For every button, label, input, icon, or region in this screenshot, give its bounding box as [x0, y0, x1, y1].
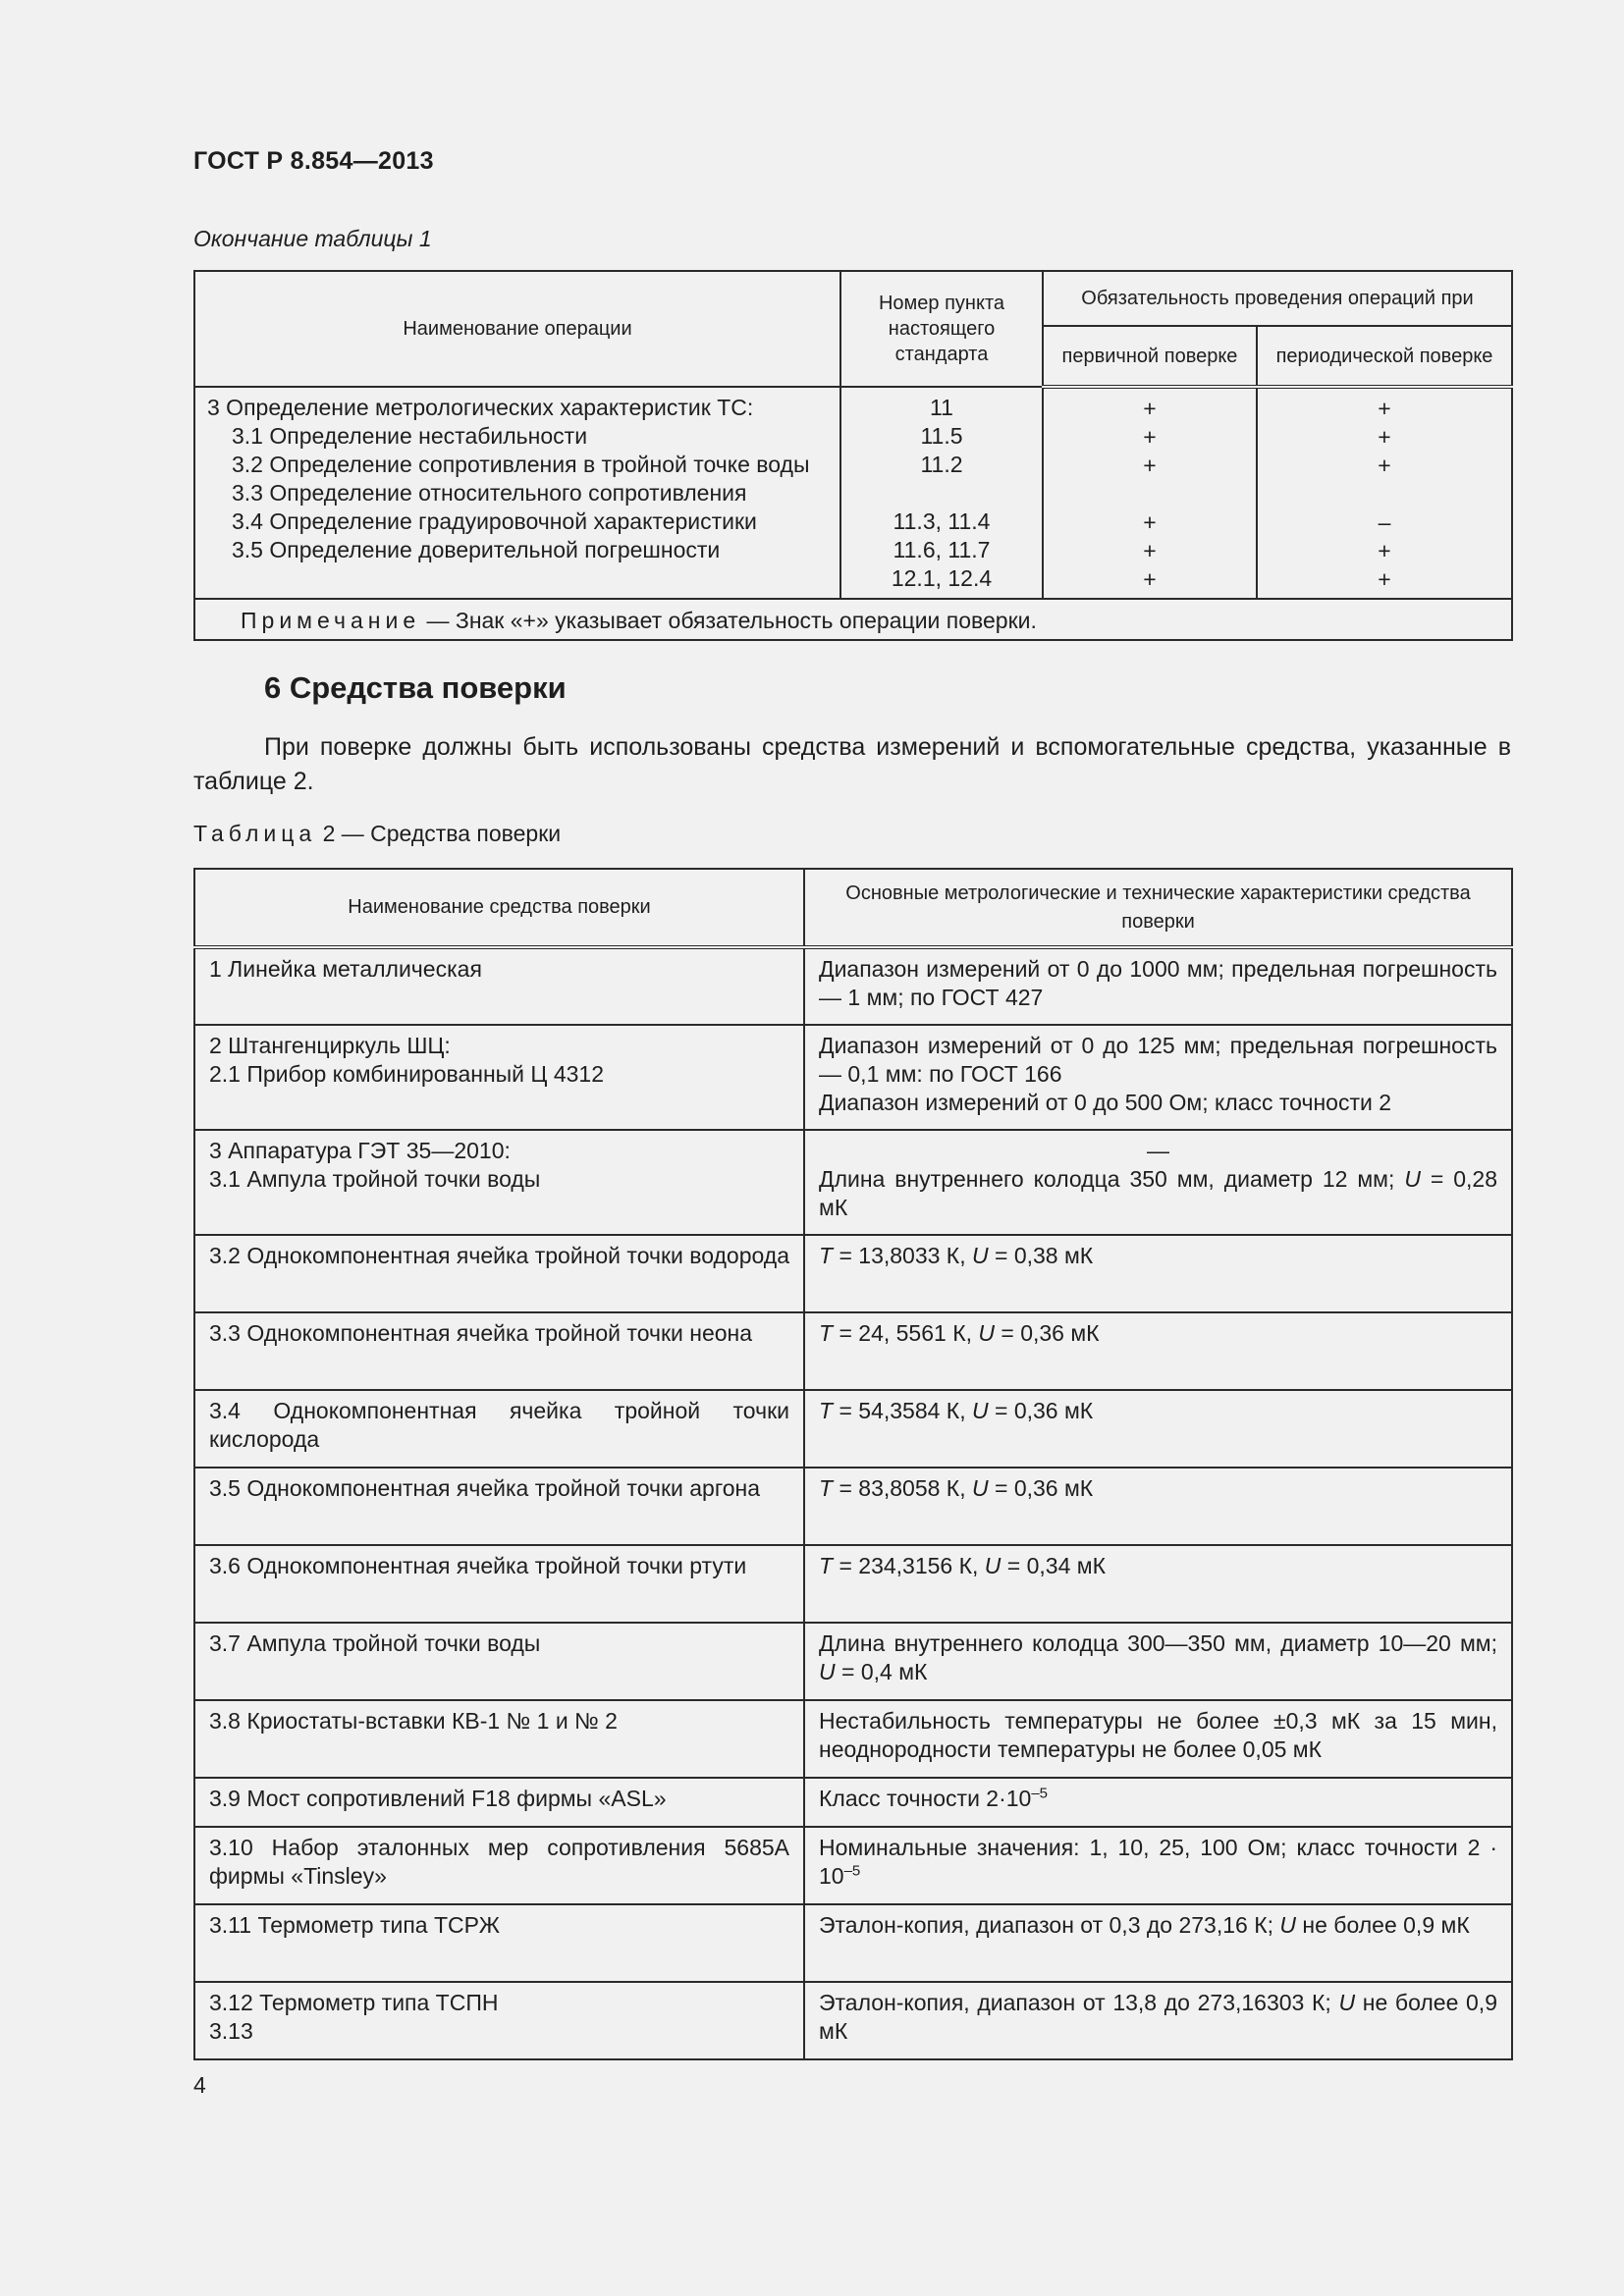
col-header-primary: первичной поверке: [1043, 326, 1257, 387]
means-name: 3.5 Однокомпонентная ячейка тройной точки аргона: [194, 1468, 804, 1545]
table-row: [194, 1025, 1512, 1130]
col-header-operation: Наименование операции: [194, 271, 840, 387]
table-row: [194, 1312, 1512, 1390]
means-spec-cell: [804, 1130, 1512, 1235]
table-row: [194, 947, 1512, 1025]
section-paragraph: При поверке должны быть использованы средства измерений и вспомогательные средства, указанные в таблице 2.: [193, 733, 1511, 795]
periodic-mark: –: [1378, 509, 1391, 535]
means-spec: Нестабильность температуры не более ±0,3 мК за 15 мин, неоднородности температуры не более 0,05 мК: [804, 1700, 1512, 1778]
periodic-mark: +: [1378, 566, 1391, 592]
primary-cell: [1043, 387, 1257, 599]
standard-header: ГОСТ Р 8.854—2013: [193, 147, 434, 175]
table-note-row: [194, 599, 1512, 640]
means-name: 3.9 Мост сопротивлений F18 фирмы «ASL»: [194, 1778, 804, 1827]
primary-mark: +: [1143, 566, 1157, 592]
means-name: 2.1 Прибор комбинированный Ц 4312: [209, 1061, 604, 1087]
table2-caption-label: Таблица: [193, 821, 317, 846]
means-name: 2 Штангенциркуль ШЦ:: [209, 1033, 451, 1058]
means-name-cell: [194, 1025, 804, 1130]
primary-mark: +: [1143, 453, 1157, 478]
clause-value: 11.2: [920, 452, 963, 477]
clause-value: 11: [930, 395, 953, 420]
means-spec: Номинальные значения: 1, 10, 25, 100 Ом; класс точности $2 \cdot 10^{-5}$: [804, 1827, 1512, 1904]
means-name: 3 Аппаратура ГЭТ 35—2010:: [209, 1138, 511, 1163]
means-spec: Диапазон измерений от 0 до 500 Ом; класс точности 2: [819, 1090, 1392, 1115]
means-spec: Эталон-копия, диапазон от 13,8 до 273,16303 К; U не более 0,9 мК: [819, 1990, 1497, 2044]
means-spec: T = 24, 5561 К, U = 0,36 мК: [804, 1312, 1512, 1390]
means-name: 3.10 Набор эталонных мер сопротивления 5685A фирмы «Tinsley»: [194, 1827, 804, 1904]
table-row: [194, 1827, 1512, 1904]
periodic-mark: +: [1378, 396, 1391, 421]
table-note: [194, 599, 1512, 640]
means-name: 3.1 Ампула тройной точки воды: [209, 1166, 541, 1192]
periodic-mark: +: [1378, 424, 1391, 450]
clause-value: 11.6, 11.7: [893, 537, 991, 562]
table-row: [194, 1130, 1512, 1235]
means-name-cell: [194, 1130, 804, 1235]
means-name: 3.8 Криостаты-вставки КВ-1 № 1 и № 2: [194, 1700, 804, 1778]
means-spec-cell: [804, 1025, 1512, 1130]
operation-name: 3.2 Определение сопротивления в тройной точке воды: [232, 452, 810, 477]
means-spec: T = 234,3156 К, U = 0,34 мК: [804, 1545, 1512, 1623]
table-row: [194, 1778, 1512, 1827]
means-name: 3.13: [209, 2018, 253, 2044]
col-header-periodic: периодической поверке: [1257, 326, 1512, 387]
operation-name: 3 Определение метрологических характеристик ТС:: [207, 395, 754, 420]
clause-value: 11.5: [920, 423, 963, 449]
clause-value: 12.1, 12.4: [891, 565, 993, 591]
means-name: 3.7 Ампула тройной точки воды: [194, 1623, 804, 1700]
primary-mark: +: [1143, 509, 1157, 535]
primary-mark: +: [1143, 396, 1157, 421]
col-header-clause: Номер пункта настоящего стандарта: [840, 271, 1043, 387]
verification-means-table: [193, 868, 1513, 2060]
note-label: Примечание: [241, 608, 421, 633]
means-spec: Длина внутреннего колодца 350 мм, диаметр 12 мм; U = 0,28 мК: [819, 1166, 1497, 1220]
periodic-mark: +: [1378, 453, 1391, 478]
section-title: 6 Средства поверки: [264, 670, 567, 705]
means-spec-dash: —: [1147, 1138, 1169, 1163]
table2-caption: [193, 821, 561, 847]
means-spec: T = 54,3584 К, U = 0,36 мК: [804, 1390, 1512, 1468]
operation-name: 3.5 Определение доверительной погрешности: [232, 537, 721, 562]
operation-names-cell: [194, 387, 840, 599]
note-text: — Знак «+» указывает обязательность операции поверки.: [420, 608, 1037, 633]
table-row: [194, 1235, 1512, 1312]
means-name: 3.2 Однокомпонентная ячейка тройной точки водорода: [194, 1235, 804, 1312]
means-name: 3.3 Однокомпонентная ячейка тройной точки неона: [194, 1312, 804, 1390]
table-row: [194, 1904, 1512, 1982]
means-spec: Диапазон измерений от 0 до 1000 мм; предельная погрешность — 1 мм; по ГОСТ 427: [804, 947, 1512, 1025]
table-row: [194, 1700, 1512, 1778]
table-row: [194, 387, 1512, 599]
col-header-name: Наименование средства поверки: [194, 869, 804, 947]
table-continuation-caption: Окончание таблицы 1: [193, 226, 432, 251]
means-spec: Диапазон измерений от 0 до 125 мм; предельная погрешность — 0,1 мм: по ГОСТ 166: [819, 1033, 1497, 1087]
means-name: 3.12 Термометр типа ТСПН: [209, 1990, 499, 2015]
primary-mark: +: [1143, 538, 1157, 563]
means-name: 3.6 Однокомпонентная ячейка тройной точки ртути: [194, 1545, 804, 1623]
operations-table: [193, 270, 1513, 641]
col-header-specs: Основные метрологические и технические характеристики средства поверки: [804, 869, 1512, 947]
operation-name: 3.4 Определение градуировочной характеристики: [232, 508, 757, 534]
operation-name: 3.3 Определение относительного сопротивления: [232, 480, 747, 506]
means-name: 3.11 Термометр типа ТСРЖ: [194, 1904, 804, 1982]
table-row: [194, 1982, 1512, 2059]
table-row: [194, 1390, 1512, 1468]
means-spec: Длина внутреннего колодца 300—350 мм, диаметр 10—20 мм; U = 0,4 мК: [804, 1623, 1512, 1700]
table-row: [194, 1623, 1512, 1700]
table-row: [194, 1545, 1512, 1623]
means-name: 1 Линейка металлическая: [194, 947, 804, 1025]
means-name: 3.4 Однокомпонентная ячейка тройной точки кислорода: [194, 1390, 804, 1468]
clause-value: 11.3, 11.4: [893, 508, 991, 534]
means-spec: Эталон-копия, диапазон от 0,3 до 273,16 К; U не более 0,9 мК: [804, 1904, 1512, 1982]
table2-caption-text: 2 — Средства поверки: [316, 821, 562, 846]
periodic-cell: [1257, 387, 1512, 599]
means-spec: T = 13,8033 К, U = 0,38 мК: [804, 1235, 1512, 1312]
means-spec: Класс точности $2\cdot 10^{-5}$: [804, 1778, 1512, 1827]
table-row: [194, 1468, 1512, 1545]
periodic-mark: +: [1378, 538, 1391, 563]
operation-name: 3.1 Определение нестабильности: [232, 423, 588, 449]
clause-cell: [840, 387, 1043, 599]
col-header-mandatory: Обязательность проведения операций при: [1043, 271, 1512, 326]
means-spec: T = 83,8058 К, U = 0,36 мК: [804, 1468, 1512, 1545]
table-header-row: [194, 869, 1512, 947]
means-name-cell: [194, 1982, 804, 2059]
primary-mark: +: [1143, 424, 1157, 450]
page-number: 4: [193, 2072, 206, 2098]
